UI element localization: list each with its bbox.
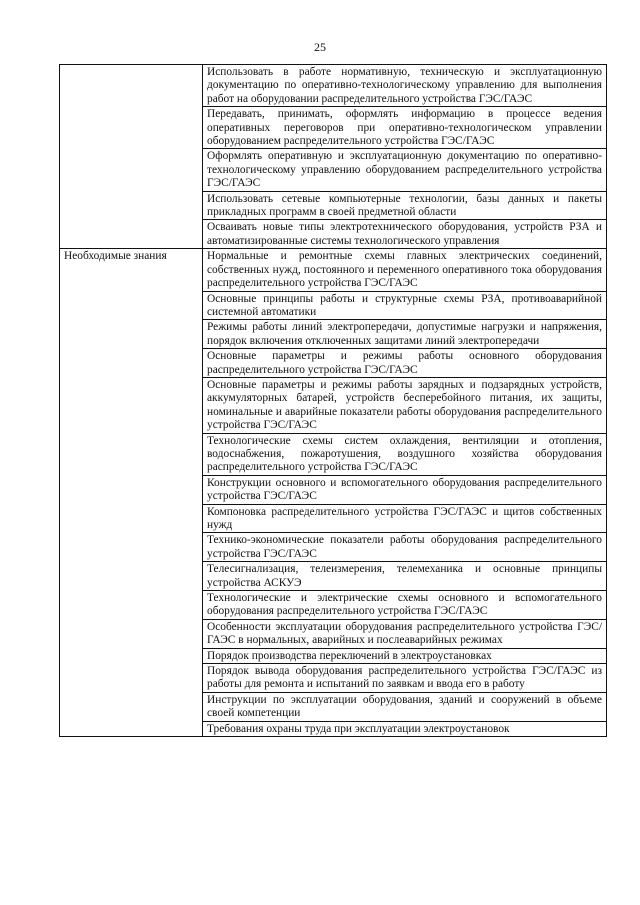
knowledge-item: Компоновка распределительного устройства ГЭС/ГАЭС и щитов собственных нужд	[203, 504, 607, 533]
knowledge-item: Технологические схемы систем охлаждения, вентиляции и отопления, водоснабжения, пожаротушения, воздушного хозяйства оборудования распределительного устройства ГЭС/ГАЭС	[203, 433, 607, 475]
knowledge-item: Требования охраны труда при эксплуатации электроустановок	[203, 721, 607, 736]
knowledge-item: Особенности эксплуатации оборудования распределительного устройства ГЭС/ГАЭС в нормальных, аварийных и послеаварийных режимах	[203, 619, 607, 648]
knowledge-item: Порядок производства переключений в электроустановках	[203, 648, 607, 663]
knowledge-item: Нормальные и ремонтные схемы главных электрических соединений, собственных нужд, постоянного и переменного оперативного тока оборудования распределительного устройства ГЭС/ГАЭС	[203, 249, 607, 291]
page-number: 25	[314, 40, 326, 54]
knowledge-item: Инструкции по эксплуатации оборудования, зданий и сооружений в объеме своей компетенции	[203, 692, 607, 721]
skill-item: Оформлять оперативную и эксплуатационную документацию по оперативно-технологическому управлению оборудованием распределительного устройства ГЭС/ГАЭС	[203, 149, 607, 191]
knowledge-item: Основные принципы работы и структурные схемы РЗА, противоаварийной системной автоматики	[203, 291, 607, 320]
knowledge-item: Конструкции основного и вспомогательного оборудования распределительного устройства ГЭС/ГАЭС	[203, 475, 607, 504]
table-row	[60, 249, 607, 291]
knowledge-item: Основные параметры и режимы работы зарядных и подзарядных устройств, аккумуляторных батарей, устройств бесперебойного питания, их защиты, номинальные и аварийные показатели работы оборудования распределительного устройства ГЭС/ГАЭС	[203, 377, 607, 433]
table-row	[60, 65, 607, 107]
skill-item: Использовать в работе нормативную, техническую и эксплуатационную документацию по оперативно-технологическому управлению для выполнения работ на оборудовании распределительного устройства ГЭС/ГАЭС	[203, 65, 607, 107]
skill-item: Осваивать новые типы электротехнического оборудования, устройств РЗА и автоматизированные системы технологического управления	[203, 220, 607, 249]
knowledge-item: Технико-экономические показатели работы оборудования распределительного устройства ГЭС/ГАЭС	[203, 533, 607, 562]
skill-item: Использовать сетевые компьютерные технологии, базы данных и пакеты прикладных программ в своей предметной области	[203, 191, 607, 220]
knowledge-item: Телесигнализация, телеизмерения, телемеханика и основные принципы устройства АСКУЭ	[203, 562, 607, 591]
knowledge-item: Технологические и электрические схемы основного и вспомогательного оборудования распределительного устройства ГЭС/ГАЭС	[203, 591, 607, 620]
skills-label-cell	[60, 65, 203, 249]
skill-item: Передавать, принимать, оформлять информацию в процессе ведения оперативных переговоров при оперативно-технологическом управлении оборудованием распределительного устройства ГЭС/ГАЭС	[203, 107, 607, 149]
requirements-table	[59, 64, 607, 737]
knowledge-item: Основные параметры и режимы работы основного оборудования распределительного устройства ГЭС/ГАЭС	[203, 349, 607, 378]
knowledge-item: Режимы работы линий электропередачи, допустимые нагрузки и напряжения, порядок включения отключенных защитами линий электропередачи	[203, 320, 607, 349]
knowledge-label: Необходимые знания	[60, 249, 203, 737]
knowledge-item: Порядок вывода оборудования распределительного устройства ГЭС/ГАЭС из работы для ремонта и испытаний по заявкам и ввода его в работу	[203, 664, 607, 693]
